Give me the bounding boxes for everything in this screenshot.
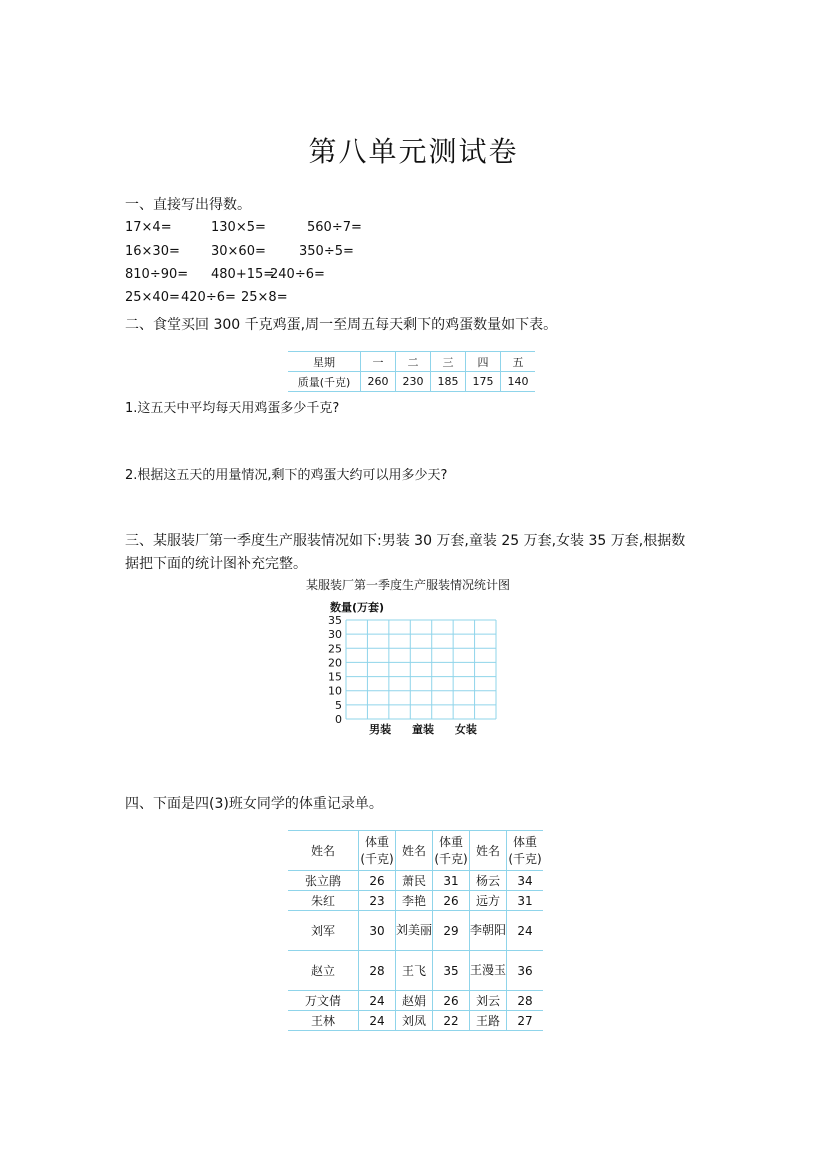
table-cell: 王漫玉 [470, 951, 507, 991]
calc-item: 25×8= [241, 290, 288, 305]
y-tick-label: 35 [328, 614, 342, 627]
table-cell: 刘云 [470, 991, 507, 1011]
egg-table [288, 351, 535, 392]
table-cell: 26 [359, 871, 396, 891]
table-header-cell: 姓名 [470, 831, 507, 871]
table-cell: 刘凤 [396, 1011, 433, 1031]
y-tick-label: 25 [328, 642, 342, 656]
table-cell: 24 [359, 991, 396, 1011]
table-row [288, 951, 543, 991]
question-2: 2.根据这五天的用量情况,剩下的鸡蛋大约可以用多少天? [125, 468, 448, 483]
table-cell: 31 [507, 891, 544, 911]
calc-item: 30×60= [211, 244, 266, 259]
table-cell: 萧民 [396, 871, 433, 891]
table-cell: 星期 [288, 352, 361, 372]
table-header-cell: 体重(千克) [359, 831, 396, 871]
weight-table [288, 830, 543, 1031]
table-cell: 一 [361, 352, 396, 372]
table-cell: 140 [501, 372, 536, 392]
table-cell: 王林 [288, 1011, 359, 1031]
table-cell: 张立鹃 [288, 871, 359, 891]
question-1: 1.这五天中平均每天用鸡蛋多少千克? [125, 401, 340, 416]
table-cell: 30 [359, 911, 396, 951]
section4-heading: 四、下面是四(3)班女同学的体重记录单。 [125, 796, 383, 812]
table-cell: 23 [359, 891, 396, 911]
table-cell: 185 [431, 372, 466, 392]
table-row [288, 1011, 543, 1031]
table-cell: 二 [396, 352, 431, 372]
x-category-label: 童装 [412, 723, 434, 736]
table-cell: 朱红 [288, 891, 359, 911]
x-category-label: 男装 [369, 723, 392, 736]
table-cell: 王飞 [396, 951, 433, 991]
chart-y-axis-label: 数量(万套) [330, 601, 385, 614]
table-cell: 三 [431, 352, 466, 372]
table-cell: 赵立 [288, 951, 359, 991]
y-tick-label: 15 [328, 670, 342, 684]
table-cell: 34 [507, 871, 544, 891]
section2-heading: 二、食堂买回 300 千克鸡蛋,周一至周五每天剩下的鸡蛋数量如下表。 [125, 317, 558, 333]
table-cell: 万文倩 [288, 991, 359, 1011]
table-cell: 35 [433, 951, 470, 991]
x-category-label: 女装 [454, 723, 477, 736]
table-row [288, 991, 543, 1011]
table-cell: 质量(千克) [288, 372, 361, 392]
table-cell: 260 [361, 372, 396, 392]
table-row [288, 871, 543, 891]
calc-item: 130×5= [211, 220, 266, 235]
table-cell: 五 [501, 352, 536, 372]
table-cell: 四 [466, 352, 501, 372]
table-cell: 175 [466, 372, 501, 392]
table-header-cell: 姓名 [396, 831, 433, 871]
table-cell: 杨云 [470, 871, 507, 891]
table-cell: 22 [433, 1011, 470, 1031]
table-cell: 31 [433, 871, 470, 891]
table-row [288, 911, 543, 951]
calc-item: 25×40= [125, 290, 180, 305]
section3-heading-line1: 三、某服装厂第一季度生产服装情况如下:男装 30 万套,童装 25 万套,女装 35 万套,根据数 [125, 533, 686, 549]
table-header-row [288, 831, 543, 871]
y-tick-label: 20 [328, 656, 342, 670]
table-cell: 刘军 [288, 911, 359, 951]
section1-heading: 一、直接写出得数。 [125, 197, 251, 213]
table-cell: 李朝阳 [470, 911, 507, 951]
table-cell: 36 [507, 951, 544, 991]
table-cell: 24 [359, 1011, 396, 1031]
table-cell: 李艳 [396, 891, 433, 911]
calc-item: 480+15= [211, 267, 275, 282]
calc-item: 810÷90= [125, 267, 189, 282]
bar-chart [320, 614, 510, 739]
table-cell: 27 [507, 1011, 544, 1031]
table-row [288, 372, 535, 392]
table-header-cell: 姓名 [288, 831, 359, 871]
table-cell: 26 [433, 991, 470, 1011]
calc-item: 560÷7= [307, 220, 362, 235]
table-cell: 刘美丽 [396, 911, 433, 951]
calc-item: 420÷6= [181, 290, 236, 305]
table-header-cell: 体重(千克) [433, 831, 470, 871]
y-tick-label: 0 [335, 713, 342, 726]
table-row [288, 352, 535, 372]
table-row [288, 891, 543, 911]
section3-heading-line2: 据把下面的统计图补充完整。 [125, 556, 307, 572]
table-cell: 24 [507, 911, 544, 951]
table-cell: 26 [433, 891, 470, 911]
calc-item: 16×30= [125, 244, 180, 259]
y-tick-label: 5 [335, 698, 342, 712]
table-cell: 赵娟 [396, 991, 433, 1011]
table-cell: 29 [433, 911, 470, 951]
table-header-cell: 体重(千克) [507, 831, 544, 871]
table-cell: 28 [359, 951, 396, 991]
chart-title: 某服装厂第一季度生产服装情况统计图 [306, 578, 511, 592]
calc-item: 350÷5= [299, 244, 354, 259]
table-cell: 230 [396, 372, 431, 392]
y-tick-label: 10 [328, 684, 342, 698]
table-cell: 远方 [470, 891, 507, 911]
calc-item: 17×4= [125, 220, 172, 235]
calc-item: 240÷6= [270, 267, 325, 282]
y-tick-label: 30 [328, 628, 342, 642]
table-cell: 王路 [470, 1011, 507, 1031]
table-cell: 28 [507, 991, 544, 1011]
page-title: 第八单元测试卷 [308, 135, 519, 168]
